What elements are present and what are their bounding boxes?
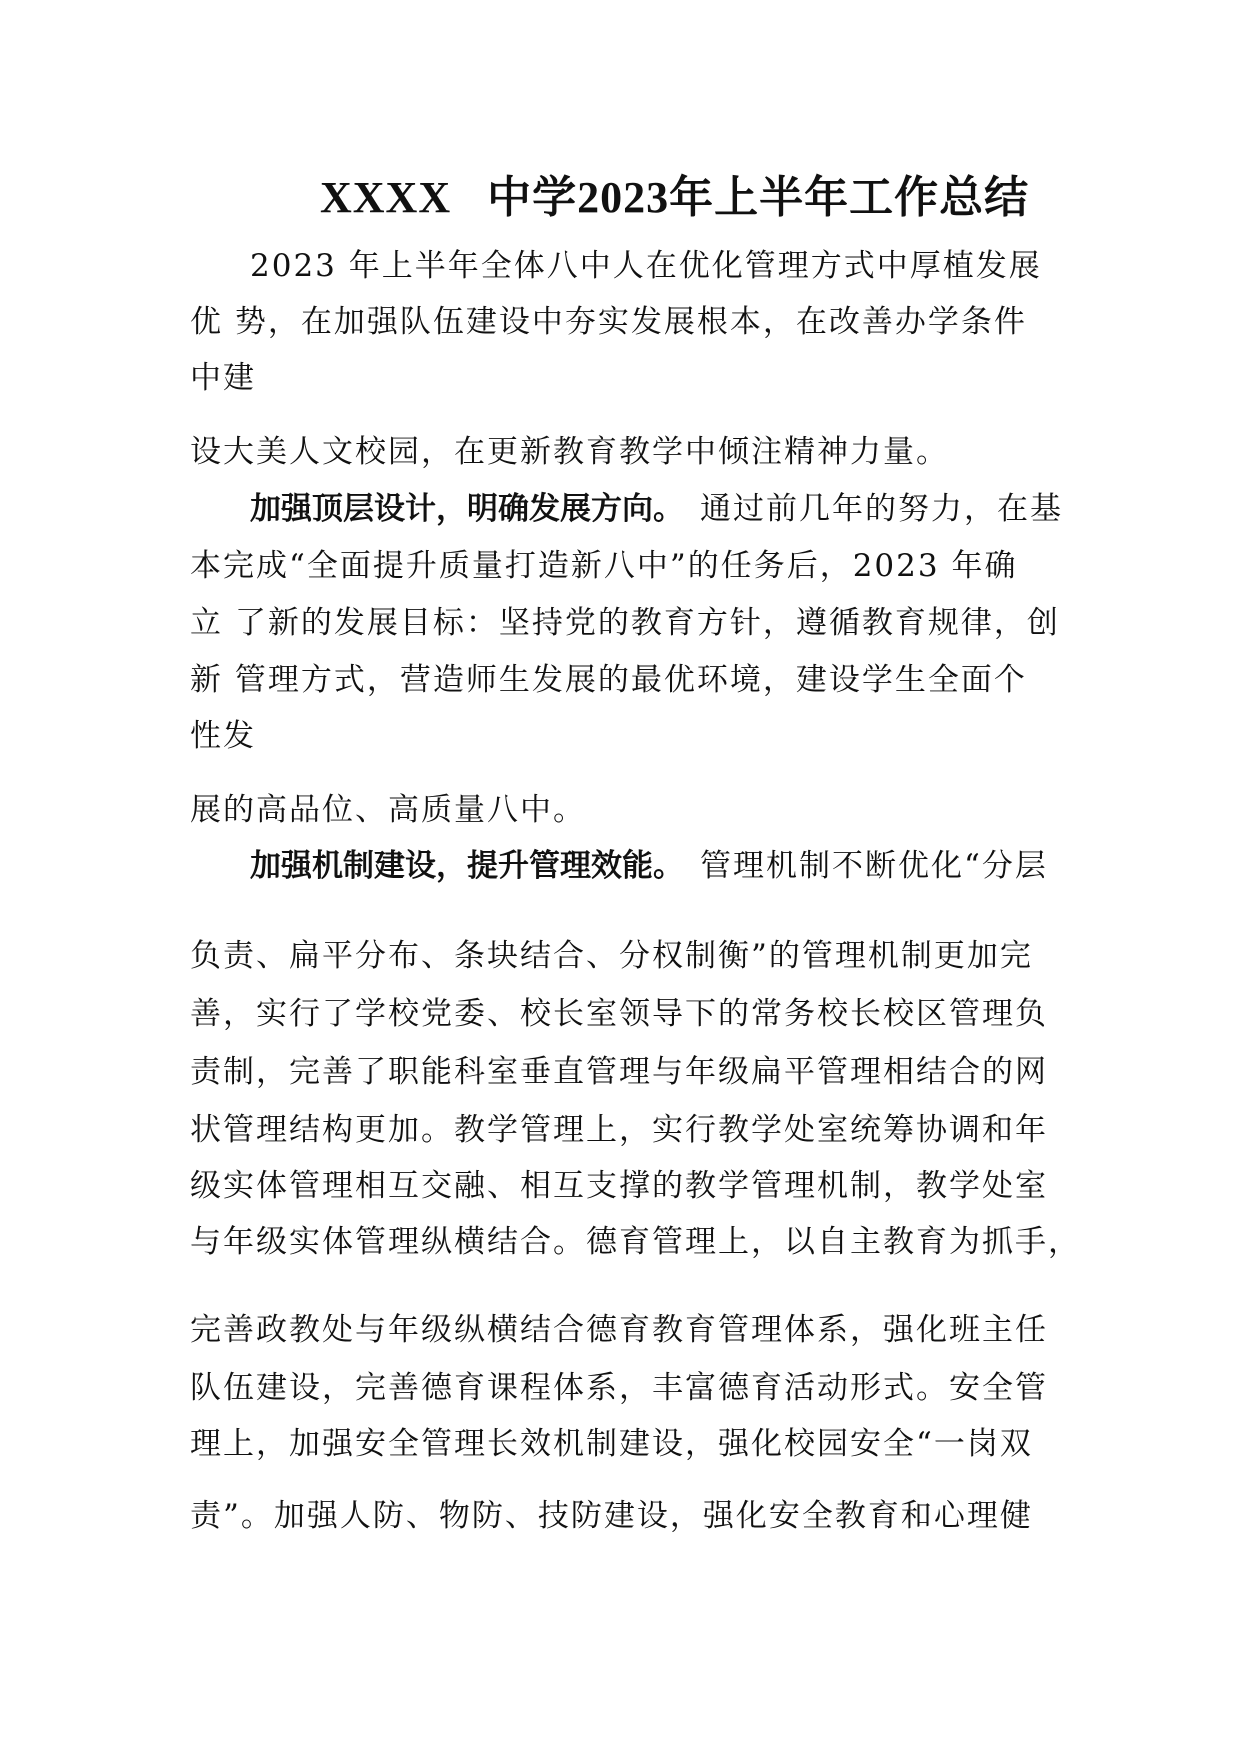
paragraph-line: 责制，完善了职能科室垂直管理与年级扁平管理相结合的网 (190, 1054, 1048, 1090)
paragraph-line: 状管理结构更加。教学管理上，实行教学处室统筹协调和年 (190, 1112, 1048, 1148)
paragraph-line: 善，实行了学校党委、校长室领导下的常务校长校区管理负 (190, 996, 1048, 1032)
paragraph-line: 责”。加强人防、物防、技防建设，强化安全教育和心理健 (190, 1498, 1033, 1534)
title-school-placeholder: XXXX (320, 173, 452, 222)
paragraph-line: 级实体管理相互交融、相互支撑的教学管理机制，教学处室 (190, 1168, 1048, 1204)
section-heading-line (250, 489, 1063, 529)
paragraph-line: 理上，加强安全管理长效机制建设，强化校园安全“一岗双 (190, 1426, 1033, 1462)
paragraph-line: 与年级实体管理纵横结合。德育管理上，以自主教育为抓手， (190, 1224, 1081, 1260)
section-lead-heading: 加强顶层设计，明确发展方向。 (250, 491, 684, 527)
paragraph-line: 设大美人文校园，在更新教育教学中倾注精神力量。 (190, 434, 949, 470)
paragraph-line: 优 势，在加强队伍建设中夯实发展根本，在改善办学条件 (190, 304, 1027, 340)
paragraph-line: 展的高品位、高质量八中。 (190, 792, 586, 828)
section-lead-text: 通过前几年的努力，在基 (700, 491, 1063, 527)
paragraph-line: 立 了新的发展目标：坚持党的教育方针，遵循教育规律，创 (190, 605, 1060, 641)
section-lead-text: 管理机制不断优化“分层 (700, 848, 1048, 884)
paragraph-line: 本完成“全面提升质量打造新八中”的任务后，2023 年确 (190, 548, 1018, 584)
paragraph-line: 2023 年上半年全体八中人在优化管理方式中厚植发展 (250, 248, 1042, 284)
paragraph-line: 队伍建设，完善德育课程体系，丰富德育活动形式。安全管 (190, 1370, 1048, 1406)
paragraph-line: 完善政教处与年级纵横结合德育教育管理体系，强化班主任 (190, 1312, 1048, 1348)
paragraph-line: 负责、扁平分布、条块结合、分权制衡”的管理机制更加完 (190, 938, 1033, 974)
section-heading-line (250, 846, 1048, 886)
section-lead-heading: 加强机制建设，提升管理效能。 (250, 848, 684, 884)
paragraph-line: 新 管理方式，营造师生发展的最优环境，建设学生全面个 (190, 662, 1027, 698)
paragraph-line: 中建 (190, 360, 256, 396)
document-title (320, 168, 1029, 228)
title-main: 中学2023年上半年工作总结 (487, 173, 1030, 222)
paragraph-line: 性发 (190, 718, 256, 754)
